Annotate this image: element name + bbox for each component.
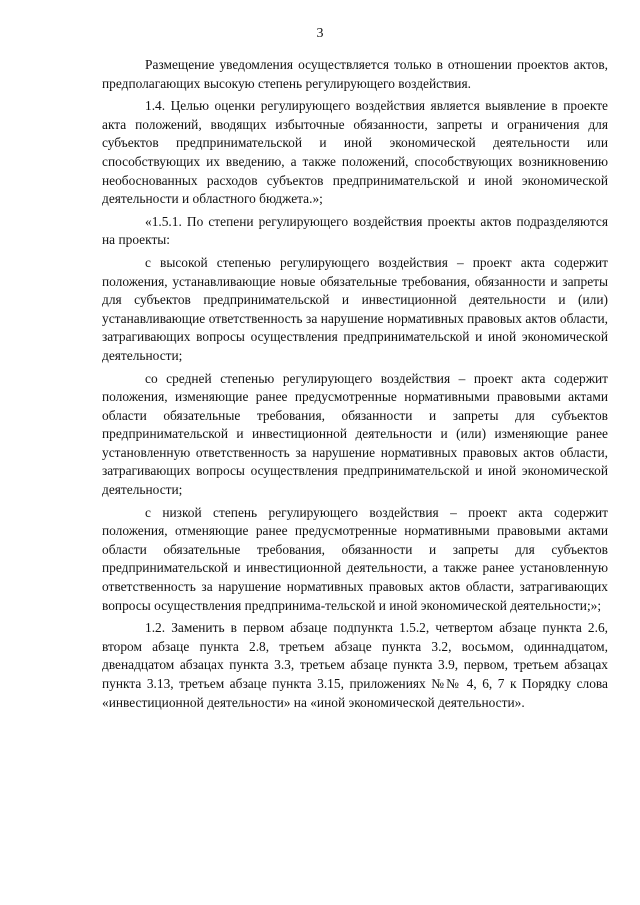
- paragraph-1-4-goal: 1.4. Целью оценки регулирующего воздействия является выявление в проекте акта положений, вводящих избыточные обязанности, запреты и ограничения для субъектов предпринимательской и иной экономической деятельности или способствующих их введению, а также положений, способствующих возникновению необоснованных расходов субъектов предпринимательской и иной экономической деятельности и областного бюджета.»;: [102, 98, 608, 207]
- document-body: [102, 56, 608, 716]
- paragraph-low-degree: с низкой степень регулирующего воздействия – проект акта содержит положения, отменяющие ранее предусмотренные нормативными правовыми актами области обязательные требования, обязанности и запреты для субъектов предпринимательской и инвестиционной деятельности, а также ранее установленную ответственность за нарушение нормативных правовых актов области, затрагивающих вопросы осуществления предпринима-тельской и иной экономической деятельности;»;: [102, 504, 608, 613]
- page-number: 3: [316, 26, 324, 41]
- paragraph-notification-placement: Размещение уведомления осуществляется только в отношении проектов актов, предполагающих высокую степень регулирующего воздействия.: [102, 57, 608, 91]
- paragraph-medium-degree: со средней степенью регулирующего воздействия – проект акта содержит положения, изменяющие ранее предусмотренные нормативными правовыми актами области обязательные требования, обязанности и запреты для субъектов предпринимательской и инвестиционной деятельности и (или) изменяющие ранее установленную ответственность за нарушение нормативных правовых актов области, затрагивающих вопросы осуществления предпринимательской и иной экономической деятельности;: [102, 370, 608, 498]
- paragraph-high-degree: с высокой степенью регулирующего воздействия – проект акта содержит положения, устанавливающие новые обязательные требования, обязанности и запреты для субъектов предпринимательской и инвестиционной деятельности и (или) устанавливающие ответственность за нарушение нормативных правовых актов области, затрагивающих вопросы осуществления предпринимательской и иной экономической деятельности;: [102, 254, 608, 363]
- paragraph-1-5-1-degrees: «1.5.1. По степени регулирующего воздействия проекты актов подразделяются на проекты:: [102, 213, 608, 248]
- paragraph-1-2-replace: 1.2. Заменить в первом абзаце подпункта 1.5.2, четвертом абзаце пункта 2.6, втором абзаце пункта 2.8, третьем абзаце пункта 3.2, восьмом, одиннадцатом, двенадцатом абзацах пункта 3.3, третьем абзаце пункта 3.9, первом, третьем абзацах пункта 3.13, третьем абзаце пункта 3.15, приложениях №№ 4, 6, 7 к Порядку слова «инвестиционной деятельности» на «иной экономической деятельности».: [102, 620, 608, 710]
